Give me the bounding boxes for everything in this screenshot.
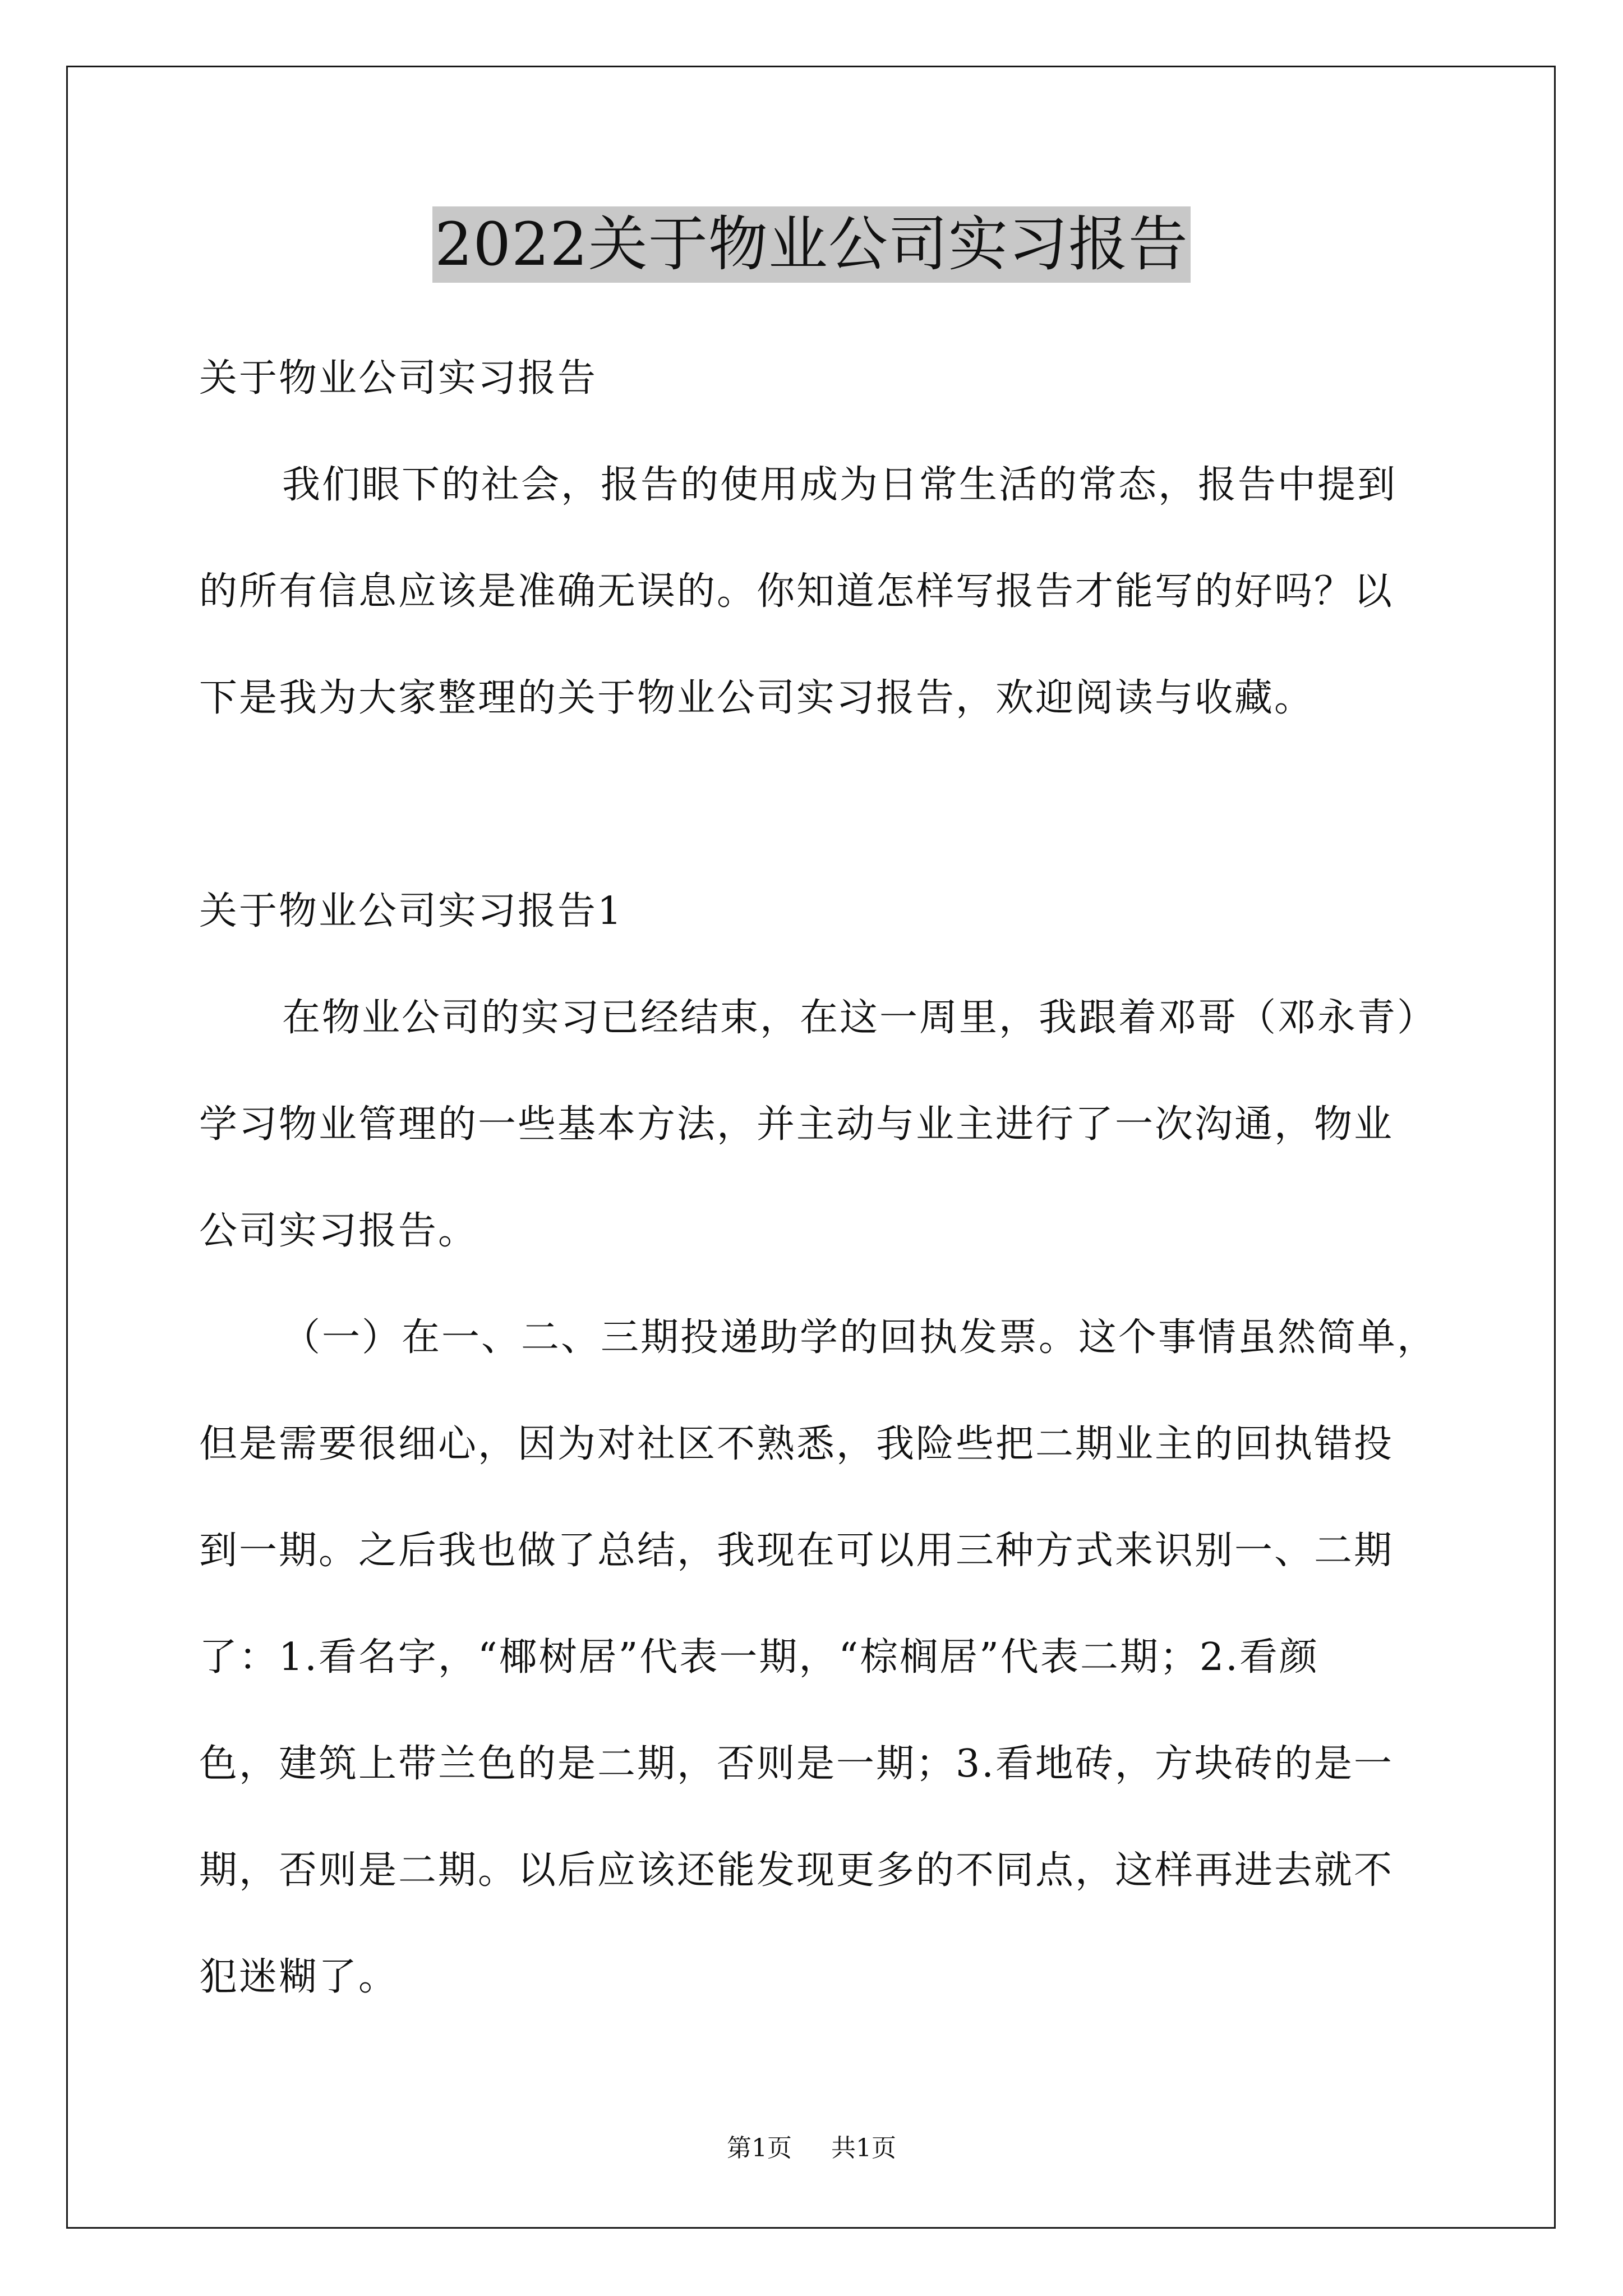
- paragraph-line: 色，建筑上带兰色的是二期，否则是一期；3.看地砖，方块砖的是一: [199, 1742, 1394, 1786]
- document-subtitle: [199, 325, 1433, 432]
- title-container: [0, 206, 1623, 283]
- intro-line: 我们眼下的社会，报告的使用成为日常生活的常态，报告中提到: [282, 463, 1398, 507]
- paragraph-line: 学习物业管理的一些基本方法，并主动与业主进行了一次沟通，物业: [199, 1102, 1394, 1147]
- paragraph-1: [199, 965, 1437, 1285]
- page-number-total: 共1页: [831, 2134, 896, 2162]
- paragraph-2: [199, 1285, 1437, 2031]
- paragraph-line: 到一期。之后我也做了总结，我现在可以用三种方式来识别一、二期: [199, 1529, 1394, 1573]
- paragraph-line: （一）在一、二、三期投递助学的回执发票。这个事情虽然简单，: [282, 1315, 1437, 1360]
- paragraph-line: 了：1.看名字，“椰树居”代表一期，“棕榈居”代表二期；2.看颜: [199, 1635, 1319, 1680]
- section-heading-line: 关于物业公司实习报告1: [199, 889, 624, 933]
- paragraph-line: 犯迷糊了。: [199, 1955, 399, 1999]
- paragraph-line: 在物业公司的实习已经结束，在这一周里，我跟着邓哥（邓永青）: [282, 996, 1437, 1040]
- paragraph-line: 期，否则是二期。以后应该还能发现更多的不同点，这样再进去就不: [199, 1848, 1394, 1893]
- footer-gap: [800, 2134, 823, 2162]
- subtitle-line: 关于物业公司实习报告: [199, 356, 598, 401]
- intro-line: 的所有信息应该是准确无误的。你知道怎样写报告才能写的好吗？以: [199, 569, 1394, 614]
- section-heading: [199, 858, 1433, 965]
- intro-line: 下是我为大家整理的关于物业公司实习报告，欢迎阅读与收藏。: [199, 676, 1315, 720]
- page-footer: [0, 2132, 1623, 2165]
- paragraph-line: 但是需要很细心，因为对社区不熟悉，我险些把二期业主的回执错投: [199, 1422, 1394, 1466]
- intro-paragraph: [199, 432, 1433, 752]
- document-title: 2022关于物业公司实习报告: [432, 206, 1191, 283]
- paragraph-line: 公司实习报告。: [199, 1209, 478, 1253]
- page-number-current: 第1页: [727, 2134, 792, 2162]
